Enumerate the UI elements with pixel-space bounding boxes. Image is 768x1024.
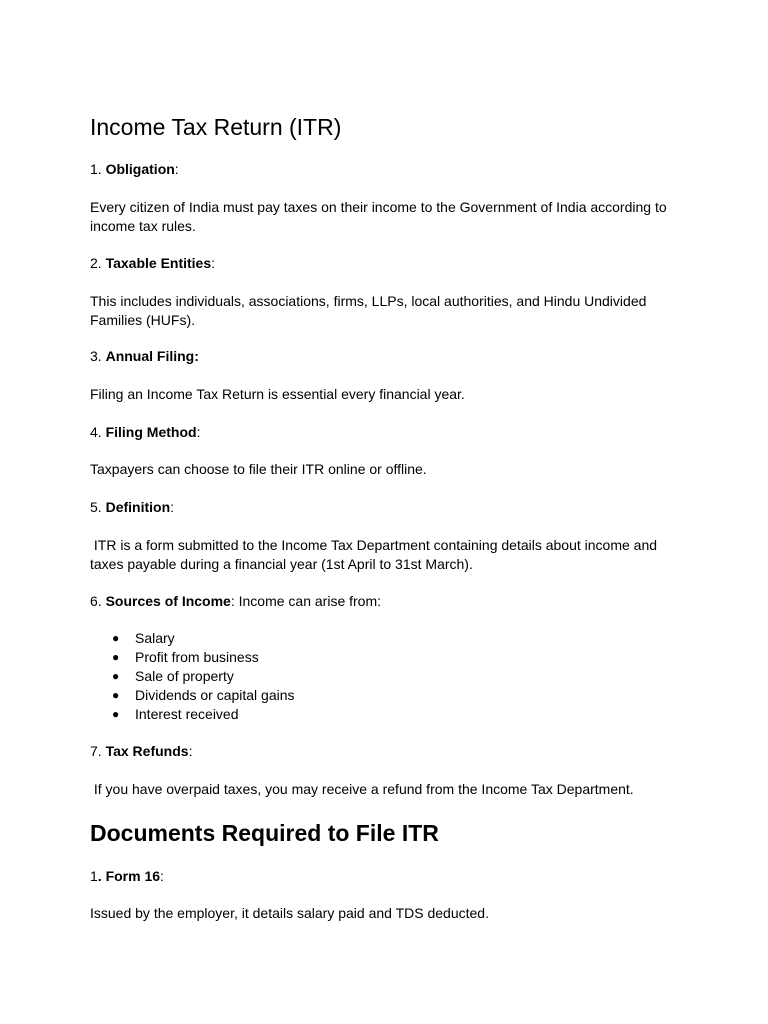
item-heading-form-16	[90, 867, 164, 886]
item-label: . Form 16	[97, 868, 161, 884]
item-heading-definition	[90, 498, 174, 517]
item-number: 1	[90, 868, 98, 884]
item-number: 2.	[90, 255, 106, 271]
item-heading-taxable-entities	[90, 254, 215, 273]
item-label: Taxable Entities	[105, 255, 212, 271]
item-suffix: :	[196, 424, 201, 440]
list-item	[90, 686, 295, 705]
item-suffix: :	[188, 743, 193, 759]
list-item	[90, 667, 295, 686]
item-label: Obligation	[105, 161, 175, 177]
list-item-text: Dividends or capital gains	[135, 687, 295, 703]
list-item-text: Interest received	[135, 706, 239, 722]
item-body-definition: ITR is a form submitted to the Income Tax Department containing details about income and taxes payable during a financial year (1st April to 31st March).	[90, 537, 661, 572]
bullet-icon: ●	[112, 631, 120, 645]
item-number: 4.	[90, 424, 106, 440]
item-number: 1.	[90, 161, 106, 177]
section-title-itr: Income Tax Return (ITR)	[90, 114, 342, 140]
item-heading-annual-filing	[90, 347, 199, 366]
income-sources-list	[90, 629, 295, 724]
list-item	[90, 629, 295, 648]
item-body-taxable-entities: This includes individuals, associations, firms, LLPs, local authorities, and Hindu Undivided Families (HUFs).	[90, 293, 647, 328]
item-label: Annual Filing:	[105, 348, 199, 364]
item-label: Tax Refunds	[105, 743, 189, 759]
item-suffix: : Income can arise from:	[230, 593, 382, 609]
item-number: 5.	[90, 499, 106, 515]
item-suffix: :	[170, 499, 175, 515]
item-suffix: :	[160, 868, 164, 884]
item-number: 7.	[90, 743, 106, 759]
bullet-icon: ●	[112, 669, 120, 683]
item-heading-obligation	[90, 160, 179, 179]
list-item-text: Salary	[135, 630, 175, 646]
list-item-text: Sale of property	[135, 668, 234, 684]
item-number: 6.	[90, 593, 106, 609]
list-item-text: Profit from business	[135, 649, 259, 665]
item-suffix: :	[174, 161, 179, 177]
item-heading-sources-of-income	[90, 592, 381, 611]
item-body-annual-filing: Filing an Income Tax Return is essential every financial year.	[90, 386, 465, 402]
bullet-icon: ●	[112, 707, 120, 721]
item-label: Filing Method	[105, 424, 197, 440]
item-body-filing-method: Taxpayers can choose to file their ITR online or offline.	[90, 461, 427, 477]
item-label: Definition	[105, 499, 171, 515]
item-heading-filing-method	[90, 423, 200, 442]
item-number: 3.	[90, 348, 106, 364]
item-suffix: :	[211, 255, 216, 271]
item-body-form-16: Issued by the employer, it details salary paid and TDS deducted.	[90, 905, 489, 921]
section-title-documents: Documents Required to File ITR	[90, 820, 439, 846]
list-item	[90, 648, 295, 667]
list-item	[90, 705, 295, 724]
item-body-obligation: Every citizen of India must pay taxes on their income to the Government of India according to income tax rules.	[90, 199, 667, 234]
item-label: Sources of Income	[105, 593, 231, 609]
bullet-icon: ●	[112, 650, 120, 664]
item-heading-tax-refunds	[90, 742, 192, 761]
bullet-icon: ●	[112, 688, 120, 702]
item-body-tax-refunds: If you have overpaid taxes, you may receive a refund from the Income Tax Department.	[90, 781, 634, 797]
